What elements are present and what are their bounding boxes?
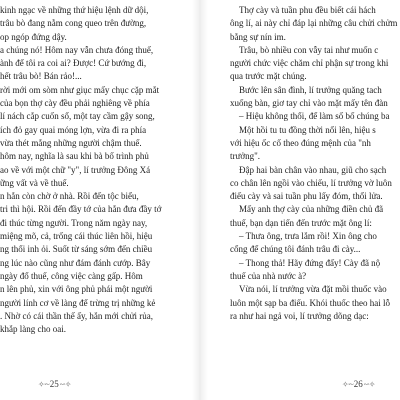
right-page-text bbox=[230, 4, 398, 323]
text-line: ững vất và về thuế. bbox=[0, 177, 69, 188]
text-line: điếu cày và sai tuần phu lấy đóm, thổi lửa. bbox=[230, 191, 383, 202]
text-line: vừa thét mắng những người chậm thuế. bbox=[0, 137, 142, 148]
text-line: Một hồi tu tu đồng thời nổi lên, hiệu s bbox=[239, 124, 376, 135]
text-line: . Nhờ có cái thần thế ấy, hắn mới chửi rủa, bbox=[0, 310, 154, 321]
text-line: ng thổi inh ỏi. Suốt từ sáng sớm đến chiều bbox=[0, 244, 153, 255]
text-line: Mấy anh thợ cày của những điền chủ đã bbox=[239, 204, 384, 215]
text-line: của bọn thợ cày đều phải nghiêng về phía bbox=[0, 98, 150, 109]
text-line: người chức việc chăm chỉ phận sự trong khi bbox=[230, 58, 389, 69]
text-line: cổng để chúng tôi đánh trâu đi cày... bbox=[230, 244, 361, 255]
left-page-number bbox=[38, 379, 70, 390]
text-line: – Thong thả! Hãy đứng đấy! Cày đã nộ bbox=[239, 257, 381, 268]
right-ornament-icon: ~·✧ bbox=[363, 380, 375, 389]
text-line: – Thưa ông, trưa lắm rồi! Xin ông cho bbox=[239, 231, 377, 242]
page-number-text: 25 bbox=[49, 379, 59, 389]
text-line: đi thúc từng người. Trong năm ngày nay, bbox=[0, 217, 148, 228]
text-line: ng lúc nào cũng như đám đánh cướp. Bây bbox=[0, 257, 151, 268]
text-line: Vừa nói, lí trưởng vừa đặt mồi thuốc vào bbox=[239, 284, 387, 295]
text-line: bằng sự nín im. bbox=[230, 31, 286, 42]
text-line: n lên phủ, xin với ông phủ phái một người bbox=[0, 284, 153, 295]
text-line: kinh ngạc về những thứ hiệu lệnh dữ dội, bbox=[0, 5, 149, 15]
text-line: ao về với một chữ "y", lí trưởng Đông Xá bbox=[0, 164, 151, 175]
text-line: ông lí, ai này chỉ đáp lại những câu chửi chửm bbox=[230, 18, 398, 29]
left-page bbox=[0, 0, 192, 400]
right-page-number bbox=[342, 379, 374, 390]
left-ornament-icon: ✧·~ bbox=[38, 380, 49, 389]
page-number-text: 26 bbox=[353, 379, 363, 389]
text-line: rời mới om sòm như giục mấy chục cặp mắt bbox=[0, 84, 160, 95]
text-line: qua trước mặt chúng. bbox=[230, 71, 307, 82]
text-line: luôn một sạp ba điếu. Khói thuốc theo hai lỗ bbox=[230, 297, 390, 308]
text-line: Thợ cày và tuần phu đều biết cái hách bbox=[239, 5, 376, 15]
text-line: Đập hai bàn chân vào nhau, giũ cho sạch bbox=[239, 164, 387, 175]
left-ornament-icon: ✧·~ bbox=[342, 380, 353, 389]
text-line: op ngóp đứng dậy. bbox=[0, 31, 67, 42]
text-line: – Hiệu không thổi, để làm số bố chúng ba bbox=[239, 111, 390, 122]
text-line: ngày đổ thuế, công việc càng gấp. Hôm bbox=[0, 270, 143, 281]
right-page bbox=[208, 0, 400, 400]
left-page-text bbox=[0, 4, 184, 336]
text-line: khắp làng cho oai. bbox=[0, 324, 66, 335]
text-line: xuống bàn, giơ tay chỉ vào mặt mấy tên đàn bbox=[230, 98, 388, 109]
text-line: người lính cơ về làng để trừng trị những kẻ bbox=[0, 297, 156, 308]
text-line: lí nách cắp cuốn sổ, một tay cầm gậy song, bbox=[0, 111, 155, 122]
text-line: miệng mõ, cả, trống cái thúc liên hồi, hiệu bbox=[0, 231, 153, 242]
text-line: n hẳn còn chờ ở nhà. Rồi đến tộc biểu, bbox=[0, 191, 139, 202]
text-line: trưởng". bbox=[230, 151, 261, 162]
text-line: thuế của nhà nước à? bbox=[230, 270, 307, 281]
text-line: hôm nay, nghĩa là sau khi bà bố trình phủ bbox=[0, 151, 149, 162]
text-line: ích đỏ gay quai móng lợn, vừa đi ra phía bbox=[0, 124, 147, 135]
text-line: Bước lên sân đình, lí trưởng quăng tach bbox=[239, 84, 382, 95]
text-line: trâu bò đang nằm cong queo trên đường, bbox=[0, 18, 147, 29]
text-line: thuế, bạn dạn tiến đến trước mặt ông lí: bbox=[230, 217, 372, 228]
text-line: a chúng nó! Hôm nay vẫn chưa đóng thuế, bbox=[0, 44, 154, 55]
text-line: Trâu, bò nhiều con vẫy tai như muốn c bbox=[239, 44, 379, 55]
text-line: co chân lên ngồi vào chiếu, lí trưởng vờ luôn bbox=[230, 177, 392, 188]
text-line: ành để tôi ra coi ai? Được! Cứ bướng đi, bbox=[0, 58, 147, 69]
text-line: hết trâu bò! Bán rảo!... bbox=[0, 71, 82, 82]
right-ornament-icon: ~·✧ bbox=[59, 380, 71, 389]
text-line: với hiệu ốc cố theo đúng mệnh của "nh bbox=[230, 137, 371, 148]
text-line: tri thì hội. Rồi đến đầy tớ của hắn đưa đầy tớ bbox=[0, 204, 162, 215]
book-gutter bbox=[192, 0, 208, 400]
text-line: ra như hai ngả voi, lí trưởng dõng dạc: bbox=[230, 310, 369, 321]
